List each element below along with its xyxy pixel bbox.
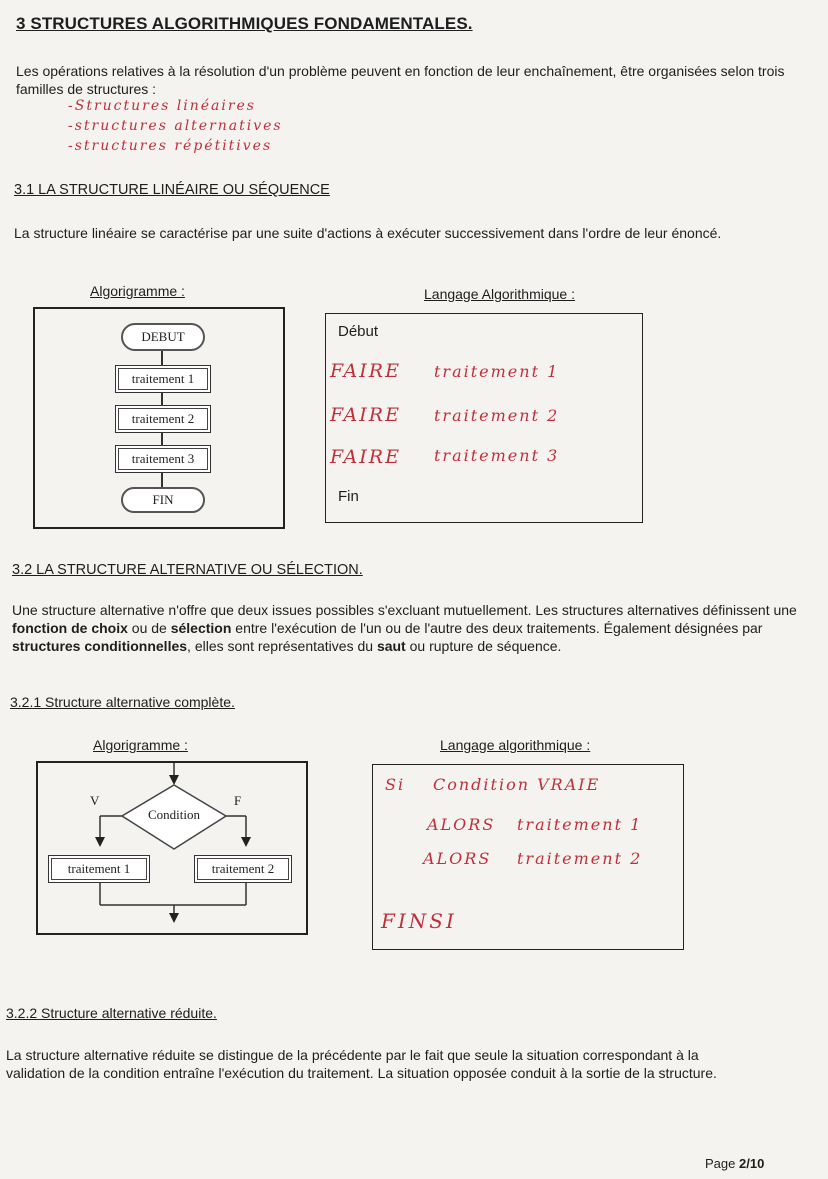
code-keyword: FAIRE	[330, 446, 401, 468]
flow-start: DEBUT	[121, 323, 205, 351]
handwritten-item: -structures alternatives	[68, 118, 283, 134]
langage-caption: Langage Algorithmique :	[424, 286, 575, 302]
condition-label: Condition	[147, 807, 200, 822]
code-keyword: FAIRE	[330, 360, 401, 382]
code-text: traitement 2	[517, 849, 643, 868]
code-keyword: ALORS	[427, 815, 496, 834]
flow-step: traitement 2	[115, 405, 211, 433]
page-title: 3 STRUCTURES ALGORITHMIQUES FONDAMENTALES.	[16, 14, 473, 33]
page-number: Page 2/10	[705, 1156, 765, 1171]
flowchart-alternative	[36, 761, 308, 935]
flowchart-linear	[33, 307, 285, 529]
code-keyword: Si	[385, 775, 406, 794]
algorithm-box-alternative	[372, 764, 684, 950]
algorigramme-caption: Algorigramme :	[90, 283, 185, 299]
flow-step-false: traitement 2	[194, 855, 292, 883]
code-end: Fin	[338, 488, 359, 505]
section-3-2-text: Une structure alternative n'offre que deux issues possibles s'excluant mutuellement. Les structures alternatives définissent une fonction de choix ou de sélection entre l'exécution de l'un ou de l'autre des deux traitements. Également désignées par structures conditionnelles, elles sont représentatives du saut ou rupture de séquence.	[12, 602, 797, 654]
flowchart-lines	[38, 763, 306, 933]
intro-paragraph: Les opérations relatives à la résolution d'un problème peuvent en fonction de leur enchaînement, être organisées selon trois familles de structures :	[16, 63, 785, 97]
code-text: traitement 1	[517, 815, 643, 834]
algorithm-box-linear	[325, 313, 643, 523]
code-keyword: ALORS	[423, 849, 492, 868]
flow-step: traitement 3	[115, 445, 211, 473]
handwritten-item: -structures répétitives	[68, 138, 273, 154]
flow-step-true: traitement 1	[48, 855, 150, 883]
handwritten-item: -Structures linéaires	[68, 98, 256, 114]
section-3-2-2-text: La structure alternative réduite se distingue de la précédente par le fait que seule la situation correspondant à la validation de la condition entraîne l'exécution du traitement. La situation opposée conduit à la sortie de la structure.	[6, 1047, 717, 1081]
true-label: V	[90, 793, 100, 808]
section-heading-3-2: 3.2 LA STRUCTURE ALTERNATIVE OU SÉLECTION.	[12, 562, 363, 578]
algorigramme-caption: Algorigramme :	[93, 737, 188, 753]
section-heading-3-2-1: 3.2.1 Structure alternative complète.	[10, 694, 235, 710]
code-text: Condition VRAIE	[433, 775, 601, 794]
code-text: traitement 3	[434, 446, 560, 465]
code-end: FINSI	[381, 909, 457, 933]
code-text: traitement 1	[434, 362, 560, 381]
langage-caption: Langage algorithmique :	[440, 737, 591, 753]
section-heading-3-2-2: 3.2.2 Structure alternative réduite.	[6, 1005, 217, 1021]
code-keyword: FAIRE	[330, 404, 401, 426]
flow-step: traitement 1	[115, 365, 211, 393]
section-3-1-text: La structure linéaire se caractérise par une suite d'actions à exécuter successivement dans l'ordre de leur énoncé.	[14, 225, 722, 241]
false-label: F	[234, 793, 242, 808]
flow-end: FIN	[121, 487, 205, 513]
code-begin: Début	[338, 323, 379, 340]
code-text: traitement 2	[434, 406, 560, 425]
section-heading-3-1: 3.1 LA STRUCTURE LINÉAIRE OU SÉQUENCE	[14, 182, 330, 198]
